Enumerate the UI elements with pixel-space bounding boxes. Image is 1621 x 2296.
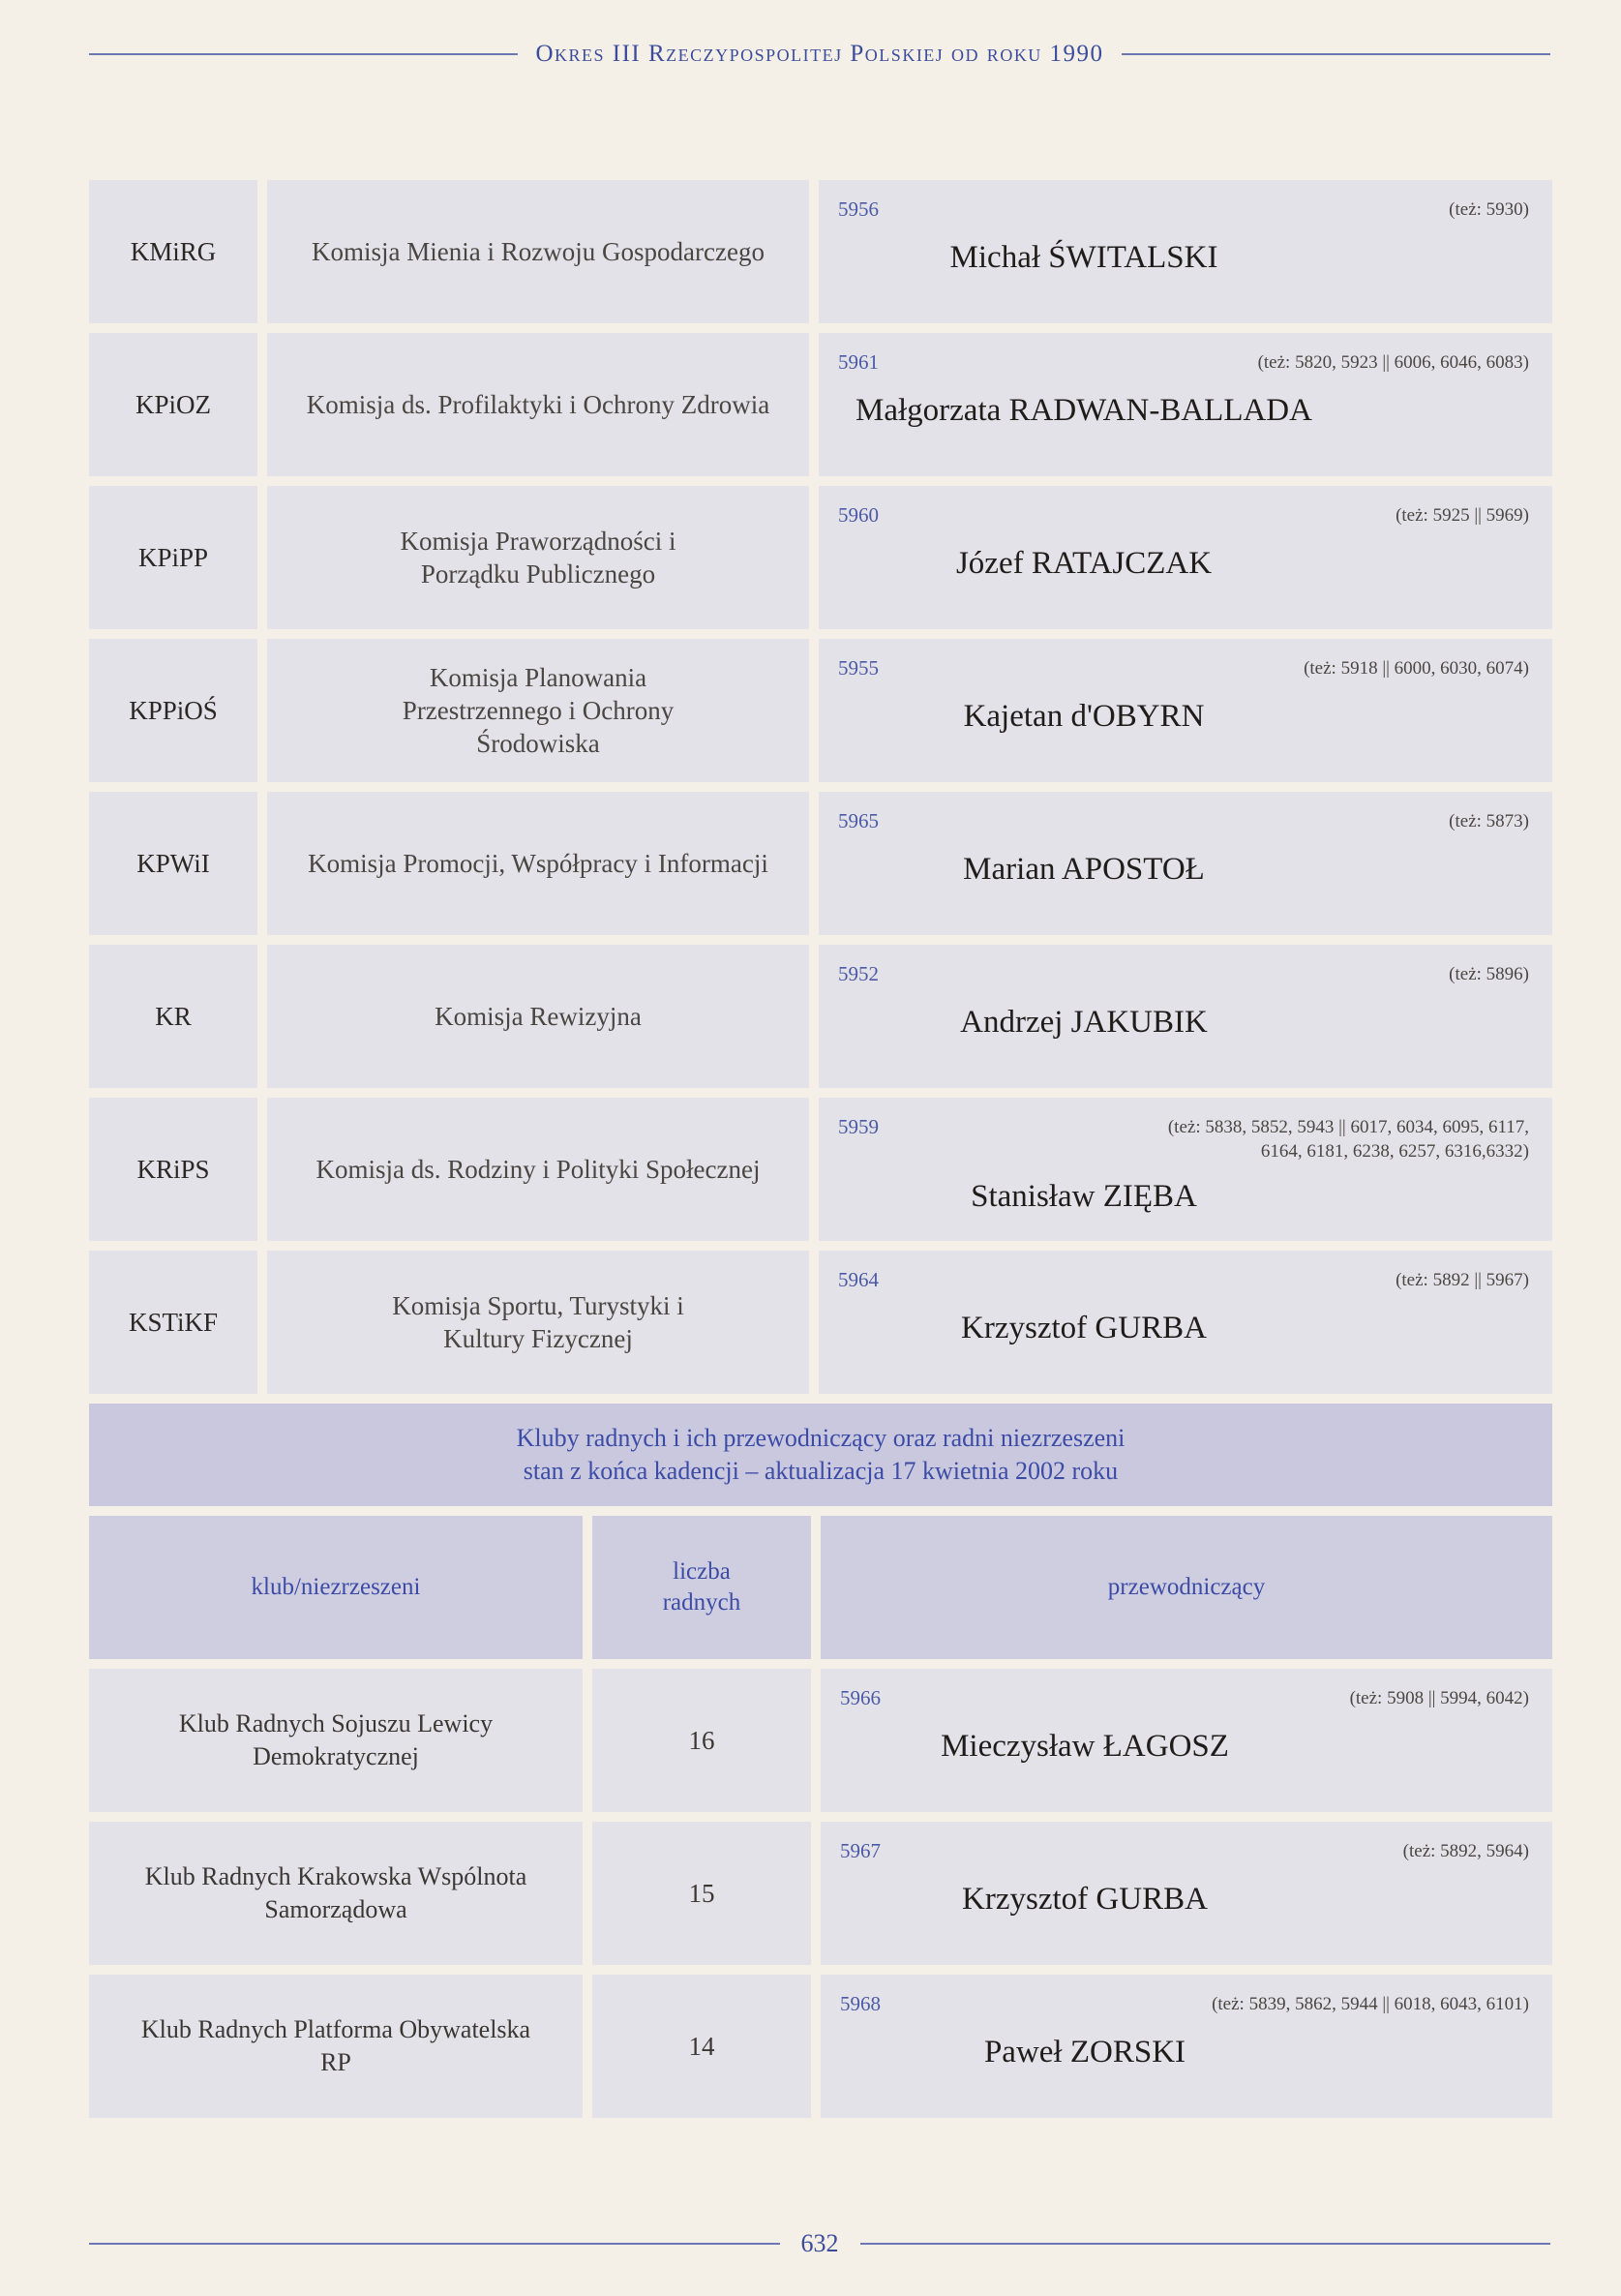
chair-record-number: 5956 <box>838 197 879 221</box>
clubs-table-header <box>89 1516 1552 1659</box>
header-rule-left <box>89 53 518 55</box>
chair-record-number: 5955 <box>838 656 879 680</box>
chair-cross-reference: (też: 5820, 5923 || 6006, 6046, 6083) <box>1257 352 1529 373</box>
commission-abbreviation: KRiPS <box>89 1098 257 1241</box>
footer-rule-left <box>89 2243 780 2245</box>
chair-cell <box>821 1822 1552 1965</box>
chair-person-name: Paweł ZORSKI <box>983 2035 1186 2069</box>
commission-row <box>89 333 1552 476</box>
page-number: 632 <box>800 2229 839 2257</box>
chair-person-name: Kajetan d'OBYRN <box>963 699 1205 734</box>
chair-cell <box>819 180 1552 323</box>
chair-cell <box>819 1098 1552 1241</box>
commission-name-text: Komisja ds. Rodziny i Polityki Społecznej <box>315 1155 761 1184</box>
club-name: Klub Radnych Platforma Obywatelska RP <box>89 1975 583 2118</box>
chair-person-name: Krzysztof GURBA <box>962 1882 1208 1917</box>
chair-record-number: 5952 <box>838 962 879 985</box>
club-member-count: 16 <box>592 1669 811 1812</box>
chair-cell <box>821 1975 1552 2118</box>
commission-abbreviation: KR <box>89 945 257 1088</box>
commission-name-text: Komisja ds. Profilaktyki i Ochrony Zdrowia <box>306 390 770 419</box>
chair-cross-reference: (też: 5925 || 5969) <box>1396 505 1529 526</box>
column-header-count-label: liczba radnych <box>662 1558 741 1616</box>
chair-cell <box>819 333 1552 476</box>
chair-cross-reference: (też: 5908 || 5994, 6042) <box>1349 1688 1529 1708</box>
commission-abbreviation: KPPiOŚ <box>89 639 257 782</box>
chair-person-name: Mieczysław ŁAGOSZ <box>941 1729 1229 1764</box>
commission-name <box>267 1098 809 1241</box>
chair-person-name: Stanisław ZIĘBA <box>971 1179 1197 1214</box>
running-header-title: Okres III Rzeczypospolitej Polskiej od roku 1990 <box>535 41 1104 67</box>
commission-row <box>89 639 1552 782</box>
club-name: Klub Radnych Sojuszu Lewicy Demokratycznej <box>89 1669 583 1812</box>
chair-cross-reference: (też: 5930) <box>1449 199 1529 220</box>
chair-cell <box>819 1251 1552 1394</box>
chair-cross-reference: (też: 5896) <box>1449 964 1529 984</box>
chair-person-name: Krzysztof GURBA <box>961 1311 1207 1345</box>
club-name: Klub Radnych Krakowska Wspólnota Samorządowa <box>89 1822 583 1965</box>
commission-name <box>267 945 809 1088</box>
banner-line-2: stan z końca kadencji – aktualizacja 17 kwietnia 2002 roku <box>523 1457 1119 1485</box>
chair-record-number: 5961 <box>838 350 879 374</box>
chair-cross-reference: (też: 5873) <box>1449 811 1529 831</box>
commissions-table <box>89 180 1552 2128</box>
chair-cell <box>819 639 1552 782</box>
club-row <box>89 1669 1552 1812</box>
chair-person-name: Andrzej JAKUBIK <box>960 1005 1208 1040</box>
commission-name-text: Komisja Sportu, Turystyki i Kultury Fizycznej <box>392 1291 684 1353</box>
commission-row <box>89 486 1552 629</box>
chair-record-number: 5965 <box>838 809 879 832</box>
commission-name <box>267 180 809 323</box>
column-header-count <box>592 1516 811 1659</box>
chair-record-number: 5964 <box>838 1268 879 1291</box>
running-header <box>89 37 1550 72</box>
column-header-club: klub/niezrzeszeni <box>89 1516 583 1659</box>
header-rule-right <box>1122 53 1550 55</box>
commission-name <box>267 333 809 476</box>
commission-name-text: Komisja Rewizyjna <box>435 1002 642 1031</box>
commission-row <box>89 1251 1552 1394</box>
club-member-count: 14 <box>592 1975 811 2118</box>
commission-name-text: Komisja Mienia i Rozwoju Gospodarczego <box>312 237 765 266</box>
commission-row <box>89 792 1552 935</box>
club-member-count: 15 <box>592 1822 811 1965</box>
club-row <box>89 1975 1552 2118</box>
chair-record-number: 5960 <box>838 503 879 527</box>
chair-cell <box>819 792 1552 935</box>
chair-cross-reference: (też: 5838, 5852, 5943 || 6017, 6034, 6095, 6117, 6164, 6181, 6238, 6257, 6316,6332) <box>1167 1117 1529 1162</box>
commission-row <box>89 1098 1552 1241</box>
chair-person-name: Józef RATAJCZAK <box>955 546 1213 581</box>
banner-line-1: Kluby radnych i ich przewodniczący oraz radni niezrzeszeni <box>516 1424 1126 1452</box>
commission-name-text: Komisja Praworządności i Porządku Publicznego <box>400 527 676 589</box>
page-footer <box>89 2226 1550 2261</box>
column-header-chair: przewodniczący <box>821 1516 1552 1659</box>
commission-name <box>267 639 809 782</box>
chair-cell <box>819 945 1552 1088</box>
commission-abbreviation: KPWiI <box>89 792 257 935</box>
chair-cross-reference: (też: 5892 || 5967) <box>1396 1270 1529 1290</box>
commission-name-text: Komisja Promocji, Współpracy i Informacji <box>308 849 768 878</box>
commission-abbreviation: KPiPP <box>89 486 257 629</box>
commission-row <box>89 180 1552 323</box>
commission-abbreviation: KSTiKF <box>89 1251 257 1394</box>
clubs-section-banner <box>89 1404 1552 1506</box>
commission-name <box>267 792 809 935</box>
club-row <box>89 1822 1552 1965</box>
chair-cross-reference: (też: 5892, 5964) <box>1402 1841 1529 1861</box>
chair-person-name: Małgorzata RADWAN-BALLADA <box>856 393 1312 428</box>
commission-name <box>267 486 809 629</box>
chair-record-number: 5966 <box>840 1686 881 1709</box>
footer-rule-right <box>860 2243 1551 2245</box>
chair-cell <box>821 1669 1552 1812</box>
commission-abbreviation: KMiRG <box>89 180 257 323</box>
commission-name-text: Komisja Planowania Przestrzennego i Ochrony Środowiska <box>402 663 675 758</box>
chair-cross-reference: (też: 5839, 5862, 5944 || 6018, 6043, 6101) <box>1212 1994 1529 2014</box>
commission-abbreviation: KPiOZ <box>89 333 257 476</box>
chair-cross-reference: (też: 5918 || 6000, 6030, 6074) <box>1304 658 1529 679</box>
chair-record-number: 5967 <box>840 1839 881 1862</box>
chair-record-number: 5968 <box>840 1992 881 2015</box>
chair-person-name: Michał ŚWITALSKI <box>949 240 1218 275</box>
chair-cell <box>819 486 1552 629</box>
commission-name <box>267 1251 809 1394</box>
chair-person-name: Marian APOSTOŁ <box>963 852 1205 887</box>
chair-record-number: 5959 <box>838 1115 879 1138</box>
commission-row <box>89 945 1552 1088</box>
